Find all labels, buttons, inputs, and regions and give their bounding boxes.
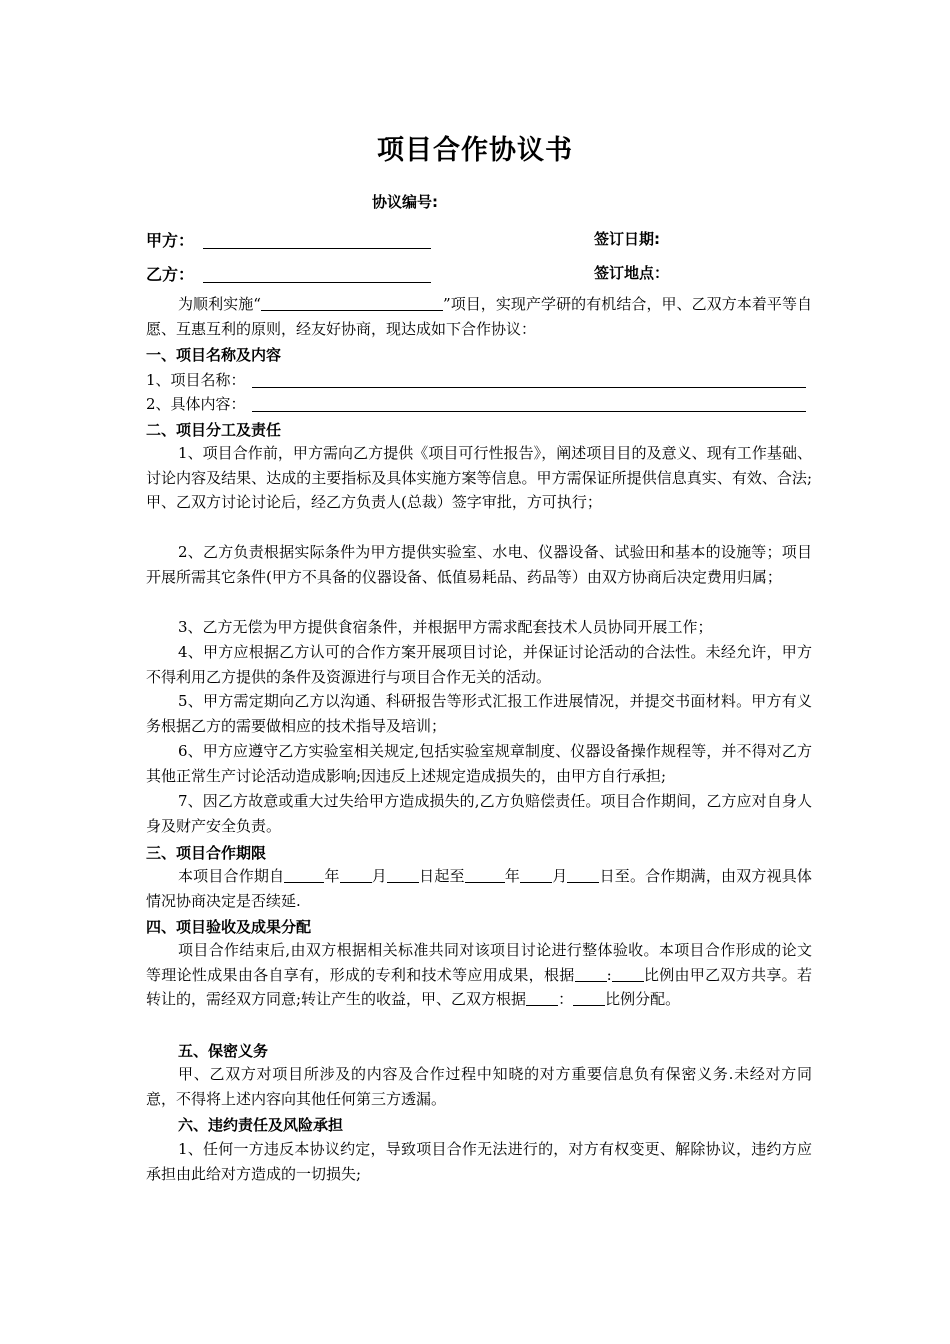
section-5-paragraph: 甲、乙双方对项目所涉及的内容及合作过程中知晓的对方重要信息负有保密义务.未经对方同意，不得将上述内容向其他任何第三方透漏。 — [146, 1065, 812, 1108]
ratio-a-blank — [575, 966, 607, 982]
section-6-paragraph: 1、任何一方违反本协议约定，导致项目合作无法进行的，对方有权变更、解除协议，违约方应承担由此给对方造成的一切损失; — [146, 1140, 812, 1183]
section-2-item-5: 5、甲方需定期向乙方以沟通、科研报告等形式汇报工作进展情况，并提交书面材料。甲方有义务根据乙方的需要做相应的技术指导及培训； — [146, 692, 812, 735]
transfer-ratio-a-blank — [526, 990, 558, 1006]
section-6-heading: 六、违约责任及风险承担 — [178, 1116, 344, 1134]
section-1-heading: 一、项目名称及内容 — [146, 346, 282, 364]
term-text-3: 月 — [371, 867, 387, 885]
project-name-line — [252, 387, 806, 388]
start-year-blank — [284, 867, 324, 883]
section-4-paragraph — [146, 938, 812, 1012]
term-text-5: 年 — [504, 867, 521, 885]
project-name-row — [146, 369, 246, 390]
section-3-paragraph — [146, 864, 812, 913]
ratio-b-blank — [612, 966, 644, 982]
intro-text-end: ”项目，实现产学研的有机结合，甲、乙双方本着平等自愿、互惠互利的原则，经友好协商，现达成如下合作协议： — [146, 295, 813, 338]
project-name-label: 1、项目名称： — [146, 371, 246, 389]
project-name-blank — [261, 295, 443, 311]
project-content-label: 2、具体内容： — [146, 395, 246, 413]
intro-paragraph — [146, 292, 812, 341]
term-text-2: 年 — [324, 867, 340, 885]
party-a-label: 甲方： — [146, 231, 195, 250]
section-2-item-3: 3、乙方无偿为甲方提供食宿条件，并根据甲方需求配套技术人员协同开展工作； — [178, 618, 713, 636]
acceptance-text-2: : — [606, 965, 612, 984]
section-5-heading: 五、保密义务 — [178, 1042, 269, 1060]
start-month-blank — [340, 867, 372, 883]
transfer-ratio-b-blank — [573, 990, 605, 1006]
acceptance-text-1: 项目合作结束后,由双方根据相关标准共同对该项目讨论进行整体验收。本项目合作形成的论文等理论性成果由各自享有，形成的专利和技术等应用成果，根据 — [146, 941, 812, 984]
term-text-4: 日起至 — [418, 867, 465, 885]
section-2-item-4: 4、甲方应根据乙方认可的合作方案开展项目讨论，并保证讨论活动的合法性。未经允许，甲方不得利用乙方提供的条件及资源进行与项目合作无关的活动。 — [146, 643, 812, 686]
section-2-item-6: 6、甲方应遵守乙方实验室相关规定,包括实验室规章制度、仪器设备操作规程等，并不得对乙方其他正常生产讨论活动造成影响;因违反上述规定造成损失的，由甲方自行承担; — [146, 742, 812, 785]
party-b-label: 乙方： — [146, 265, 195, 284]
section-4-heading: 四、项目验收及成果分配 — [146, 918, 312, 936]
end-month-blank — [520, 867, 552, 883]
intro-text-start: 为顺利实施“ — [178, 295, 261, 313]
party-b-blank — [203, 282, 431, 283]
section-2-item-7: 7、因乙方故意或重大过失给甲方造成损失的,乙方负赔偿责任。项目合作期间，乙方应对自身人身及财产安全负责。 — [146, 792, 812, 835]
project-content-line — [252, 411, 806, 412]
party-a-blank — [203, 248, 431, 249]
acceptance-text-4: ： — [558, 990, 574, 1009]
start-day-blank — [387, 867, 419, 883]
section-2-heading: 二、项目分工及责任 — [146, 421, 282, 439]
end-year-blank — [465, 867, 505, 883]
term-text-7: 日至。合作期满，由双方视具体情况协商决定是否续延. — [146, 867, 812, 910]
section-2-item-2: 2、乙方负责根据实际条件为甲方提供实验室、水电、仪器设备、试验田和基本的设施等；项目开展所需其它条件(甲方不具备的仪器设备、低值易耗品、药品等）由双方协商后决定费用归属； — [146, 543, 812, 586]
term-text-6: 月 — [552, 867, 568, 885]
party-b-row — [146, 262, 194, 285]
acceptance-text-5: 比例分配。 — [605, 990, 681, 1009]
section-2-item-1: 1、项目合作前，甲方需向乙方提供《项目可行性报告》，阐述项目目的及意义、现有工作基础、讨论内容及结果、达成的主要指标及具体实施方案等信息。甲方需保证所提供信息真实、有效、合法;甲、乙双方讨论讨论后，经乙方负责人(总裁）签字审批，方可执行； — [146, 444, 812, 512]
project-content-row — [146, 393, 246, 414]
acceptance-text-3: 比例由甲乙双方共享。若转让的，需经双方同意;转让产生的收益，甲、乙双方根据 — [146, 965, 812, 1009]
end-day-blank — [567, 867, 599, 883]
party-a-row — [146, 228, 194, 251]
document-title: 项目合作协议书 — [377, 135, 573, 166]
section-3-heading: 三、项目合作期限 — [146, 844, 267, 862]
agreement-number-label: 协议编号: — [372, 193, 438, 211]
sign-date-label: 签订日期: — [594, 230, 660, 248]
term-text-1: 本项目合作期自 — [178, 867, 285, 885]
sign-place-label: 签订地点： — [594, 264, 670, 282]
